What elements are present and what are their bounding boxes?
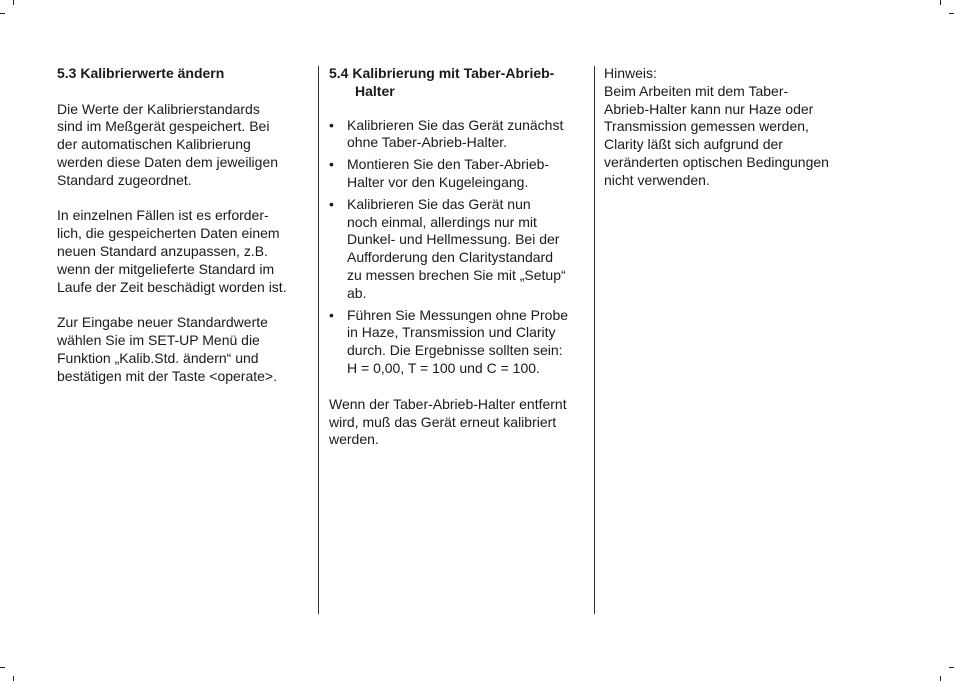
column-kalibrierwerte	[57, 65, 307, 385]
bullet-icon: •	[329, 116, 334, 133]
paragraph-adjust-data: In einzelnen Fällen ist es erforder- lich, die gespeicherten Daten einem neuen Standard anzupassen, z.B. wenn der mitgelieferte Standard im Laufe der Zeit beschädigt worden ist.	[57, 207, 287, 295]
note-text: Beim Arbeiten mit dem Taber- Abrieb-Halter kann nur Haze oder Transmission gemessen werden, Clarity läßt sich aufgrund der veränderten optischen Bedingungen nicht verwenden.	[604, 82, 829, 188]
column-taber-abrieb	[329, 65, 587, 449]
crop-mark-br-v	[940, 676, 941, 681]
instruction-list	[329, 117, 587, 378]
paragraph-recalibrate: Wenn der Taber-Abrieb-Halter entfernt wird, muß das Gerät erneut kalibriert werden.	[329, 395, 567, 448]
crop-mark-bl-v	[13, 676, 14, 681]
column-hinweis	[604, 65, 854, 190]
section-heading-5-3: 5.3 Kalibrierwerte ändern	[57, 65, 225, 81]
paragraph-calibration-standards: Die Werte der Kalibrierstandards sind im Meßgerät gespeichert. Bei der automatischen Kalibrierung werden diese Daten dem jeweiligen Standard zugeordnet.	[57, 100, 279, 188]
bullet-icon: •	[329, 306, 334, 323]
crop-mark-tl-v	[13, 0, 14, 5]
column-divider-2	[594, 66, 595, 614]
section-heading-5-4: 5.4 Kalibrierung mit Taber-Abrieb- Halter	[329, 65, 555, 99]
crop-mark-br-h	[949, 667, 954, 668]
crop-mark-tr-h	[949, 13, 954, 14]
list-item: • Montieren Sie den Taber-Abrieb- Halter vor den Kugeleingang.	[329, 156, 550, 190]
crop-mark-bl-h	[0, 667, 5, 668]
paragraph-setup-menu: Zur Eingabe neuer Standardwerte wählen Sie im SET-UP Menü die Funktion „Kalib.Std. ändern“ und bestätigen mit der Taste <operate>.	[57, 314, 277, 384]
list-item: • Kalibrieren Sie das Gerät nun noch einmal, allerdings nur mit Dunkel- und Hellmessung. Bei der Aufforderung den Claritystandard zu messen brechen Sie mit „Setup“ ab.	[329, 195, 566, 301]
list-item: • Führen Sie Messungen ohne Probe in Haze, Transmission und Clarity durch. Die Ergebnisse sollten sein: H = 0,00, T = 100 und C = 100.	[329, 306, 569, 376]
column-divider-1	[318, 66, 319, 614]
list-item: • Kalibrieren Sie das Gerät zunächst ohne Taber-Abrieb-Halter.	[329, 116, 564, 151]
note-label: Hinweis:	[604, 65, 657, 81]
bullet-icon: •	[329, 156, 334, 173]
crop-mark-tr-v	[940, 0, 941, 5]
bullet-icon: •	[329, 195, 334, 212]
crop-mark-tl-h	[0, 13, 5, 14]
